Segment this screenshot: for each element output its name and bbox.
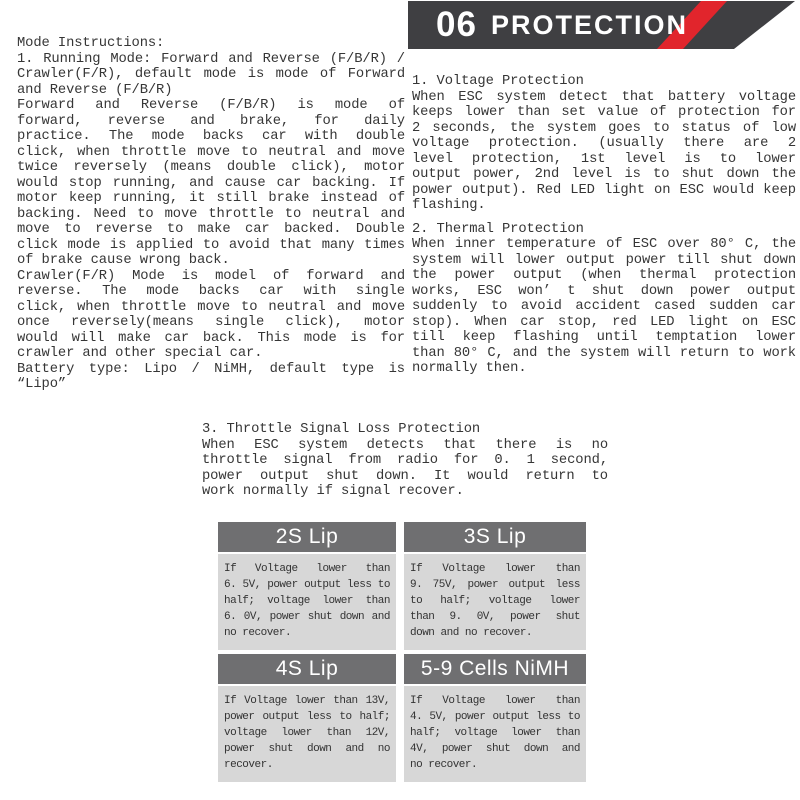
table-cell-2s-lip	[218, 522, 396, 650]
table-header-nimh: 5-9 Cells NiMH	[404, 654, 586, 684]
throttle-signal-heading: 3. Throttle Signal Loss Protection	[202, 422, 481, 437]
section-title: PROTECTION	[490, 9, 688, 40]
banner-text	[436, 0, 688, 50]
thermal-protection-paragraph: When inner temperature of ESC over 80° C, the system will lower output power till shut down the power output (when thermal protection works, ESC won’ t shut down power output suddenly to avoid accident cased sudden car stop). When car stop, red LED light on ESC till keep flashing until temptation lower than 80° C, and the system will return to work normally then.	[412, 237, 796, 376]
table-body-2s-lip: If Voltage lower than 6. 5V, power output less to half; voltage lower than 6. 0V, power shut down and no recover.	[218, 554, 396, 650]
running-mode-paragraph: 1. Running Mode: Forward and Reverse (F/B/R) / Crawler(F/R), default mode is mode of Forward and Reverse (F/B/R)	[17, 51, 405, 98]
table-cell-3s-lip	[404, 522, 586, 650]
table-body-3s-lip: If Voltage lower than 9. 75V, power output less to half; voltage lower than 9. 0V, power shut down and no recover.	[404, 554, 586, 650]
battery-type-paragraph: Battery type: Lipo / NiMH, default type is “Lipo”	[17, 361, 405, 392]
section-number: 06	[436, 5, 477, 44]
crawler-mode-paragraph: Crawler(F/R) Mode is model of forward and reverse. The mode backs car with single click, when throttle move to neutral and move once reversely(means single click), motor would will make car back. This mode is for crawler and other special car.	[17, 268, 405, 361]
protection-column	[412, 74, 796, 377]
throttle-signal-paragraph: When ESC system detects that there is no throttle signal from radio for 0. 1 second, power output shut down. It would return to work normally if signal recover.	[202, 437, 608, 499]
throttle-signal-section	[202, 422, 608, 500]
table-body-nimh: If Voltage lower than 4. 5V, power output less to half; voltage lower than 4V, power shut down and no recover.	[404, 686, 586, 782]
forward-reverse-paragraph: Forward and Reverse (F/B/R) is mode of forward, reverse and brake, for daily practice. The mode backs car with double click, when throttle move to neutral and move twice reversely (means double click), motor would stop running, and cause car backing. If motor keep running, it still brake instead of backing. Need to move throttle to neutral and move to reverse to make car backed. Double click mode is applied to avoid that many times of brake cause wrong back.	[17, 98, 405, 268]
voltage-protection-paragraph: When ESC system detect that battery voltage keeps lower than set value of protection for 2 seconds, the system goes to status of low voltage protection. (usually there are 2 level protection, 1st level is to lower output power, 2nd level is to shut down the power output). Red LED light on ESC would keep flashing.	[412, 89, 796, 213]
table-header-4s-lip: 4S Lip	[218, 654, 396, 684]
voltage-protection-heading: 1. Voltage Protection	[412, 74, 584, 89]
battery-voltage-table	[218, 522, 586, 782]
mode-instructions-heading: Mode Instructions:	[17, 36, 165, 51]
thermal-protection-heading: 2. Thermal Protection	[412, 221, 584, 237]
table-cell-4s-lip	[218, 654, 396, 782]
table-header-3s-lip: 3S Lip	[404, 522, 586, 552]
table-header-2s-lip: 2S Lip	[218, 522, 396, 552]
mode-instructions-column	[17, 36, 405, 393]
table-cell-nimh	[404, 654, 586, 782]
table-body-4s-lip: If Voltage lower than 13V, power output less to half; voltage lower than 12V, power shut down and no recover.	[218, 686, 396, 782]
